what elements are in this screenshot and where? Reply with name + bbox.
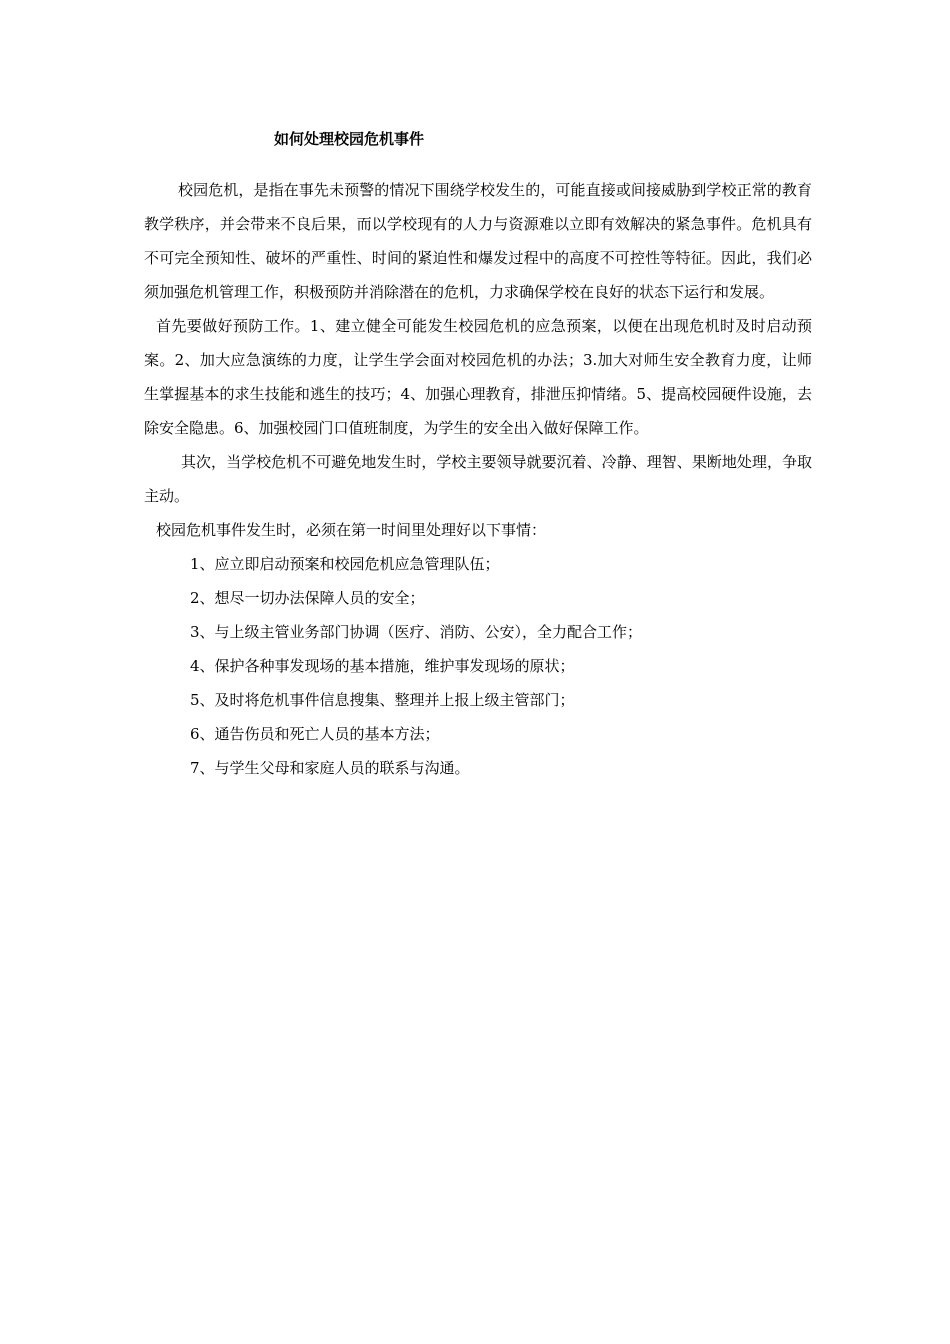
document-title: 如何处理校园危机事件 — [274, 130, 425, 148]
paragraph-definition: 校园危机，是指在事先未预警的情况下围绕学校发生的，可能直接或间接威胁到学校正常的教育教学秩序，并会带来不良后果，而以学校现有的人力与资源难以立即有效解决的紧急事件。危机具有不可完全预知性、破坏的严重性、时间的紧迫性和爆发过程中的高度不可控性等特征。因此，我们必须加强危机管理工作，积极预防并消除潜在的危机，力求确保学校在良好的状态下运行和发展。 — [144, 181, 812, 301]
list-item: 7、与学生父母和家庭人员的联系与沟通。 — [190, 759, 470, 777]
list-item: 1、应立即启动预案和校园危机应急管理队伍； — [190, 555, 500, 573]
list-item: 4、保护各种事发现场的基本措施，维护事发现场的原状； — [190, 657, 575, 675]
document-body — [144, 173, 812, 785]
action-list — [144, 547, 812, 785]
list-item: 3、与上级主管业务部门协调（医疗、消防、公安），全力配合工作； — [190, 623, 643, 641]
list-item: 5、及时将危机事件信息搜集、整理并上报上级主管部门； — [190, 691, 575, 709]
list-item: 2、想尽一切办法保障人员的安全； — [190, 589, 425, 607]
paragraph-response: 其次，当学校危机不可避免地发生时，学校主要领导就要沉着、冷静、理智、果断地处理，争取主动。 — [144, 453, 812, 505]
paragraph-prevention: 首先要做好预防工作。1、建立健全可能发生校园危机的应急预案，以便在出现危机时及时启动预案。2、加大应急演练的力度，让学生学会面对校园危机的办法；3.加大对师生安全教育力度，让师生掌握基本的求生技能和逃生的技巧；4、加强心理教育，排泄压抑情绪。5、提高校园硬件设施，去除安全隐患。6、加强校园门口值班制度，为学生的安全出入做好保障工作。 — [144, 317, 812, 437]
paragraph-list-intro: 校园危机事件发生时，必须在第一时间里处理好以下事情： — [156, 521, 547, 539]
list-item: 6、通告伤员和死亡人员的基本方法； — [190, 725, 440, 743]
